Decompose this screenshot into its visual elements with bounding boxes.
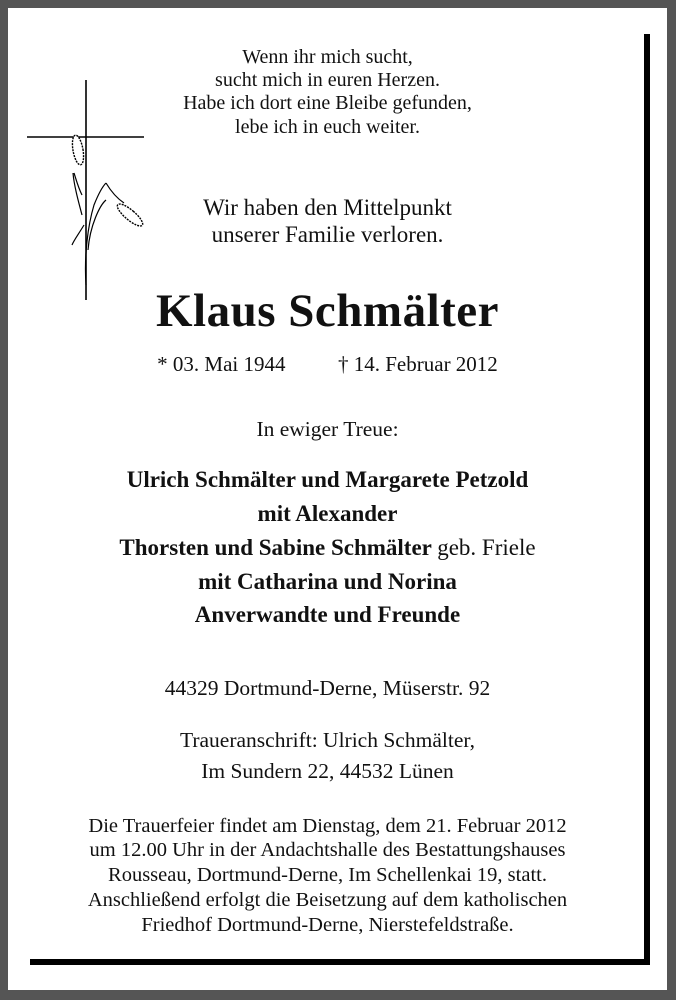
ceremony-line: um 12.00 Uhr in der Andachtshalle des Bestattungshauses [89, 839, 566, 861]
birth-date: * 03. Mai 1944 [157, 352, 286, 376]
condolence-address-line: Im Sundern 22, 44532 Lünen [201, 759, 454, 783]
frame-shadow-bottom [30, 959, 650, 965]
poem-line: Wenn ihr mich sucht, [242, 46, 413, 68]
ceremony-line: Anschließend erfolgt die Beisetzung auf dem katholischen [87, 889, 568, 911]
poem-line: sucht mich in euren Herzen. [215, 69, 440, 91]
treue-line: In ewiger Treue: [256, 417, 399, 441]
ceremony-line: Friedhof Dortmund-Derne, Nierstefeldstraße. [141, 914, 514, 936]
family-line: mit Catharina und Norina [198, 569, 457, 594]
family-names: Thorsten und Sabine Schmälter [119, 535, 432, 560]
poem-line: lebe ich in euch weiter. [235, 116, 420, 138]
ceremony-line: Die Trauerfeier findet am Dienstag, dem 21. Februar 2012 [88, 815, 567, 837]
family-line: Anverwandte und Freunde [194, 602, 461, 627]
intro-line: Wir haben den Mittelpunkt [203, 195, 452, 220]
home-address: 44329 Dortmund-Derne, Müserstr. 92 [164, 676, 491, 700]
family-line [30, 536, 625, 559]
maiden-name: geb. Friele [437, 535, 536, 560]
death-date: † 14. Februar 2012 [338, 352, 498, 376]
deceased-name: Klaus Schmälter [155, 285, 500, 337]
condolence-address-line: Traueranschrift: Ulrich Schmälter, [179, 728, 476, 752]
intro-line: unserer Familie verloren. [211, 222, 444, 247]
ceremony-line: Rousseau, Dortmund-Derne, Im Schellenkai 19, statt. [108, 864, 547, 886]
frame-shadow-right [644, 34, 650, 965]
family-line: mit Alexander [257, 501, 398, 526]
life-dates [30, 354, 625, 375]
family-line: Ulrich Schmälter und Margarete Petzold [126, 467, 529, 492]
poem-line: Habe ich dort eine Bleibe gefunden, [183, 92, 472, 114]
